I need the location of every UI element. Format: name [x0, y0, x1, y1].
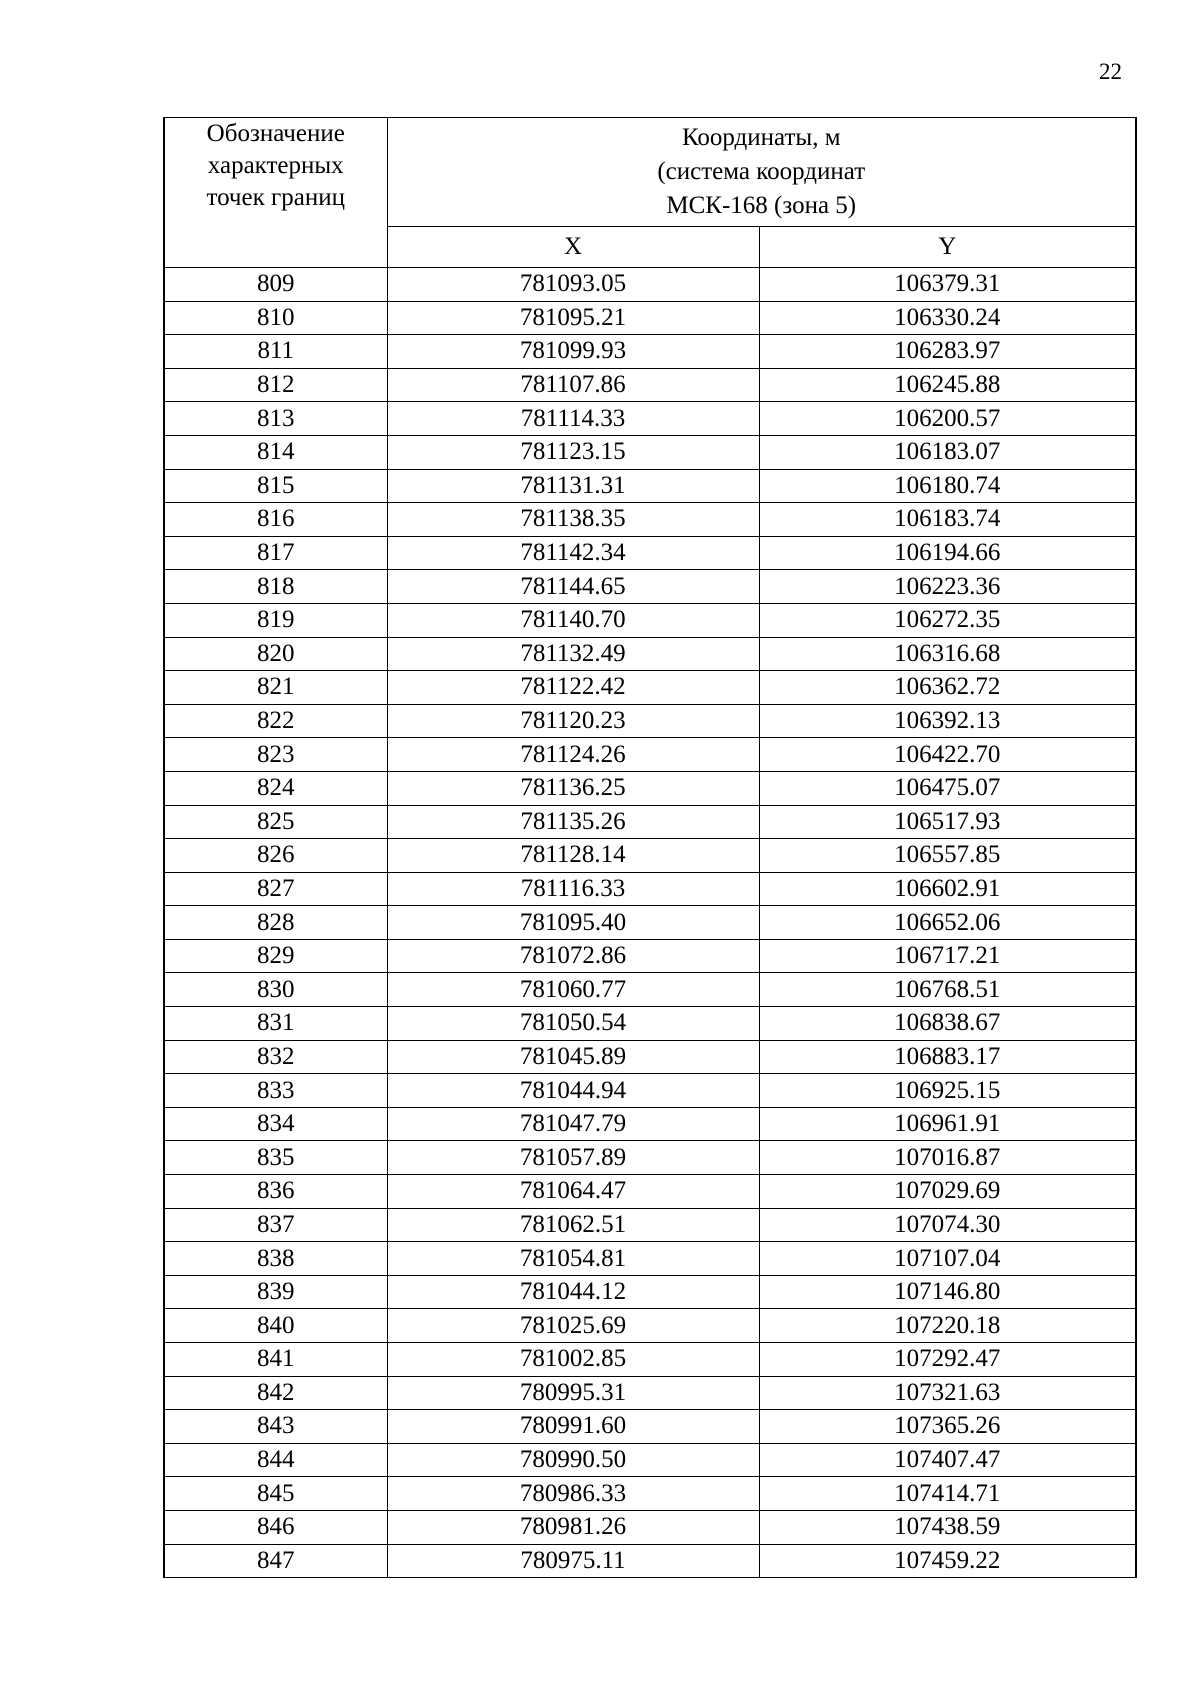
y-cell: 107321.63 — [759, 1376, 1136, 1410]
y-cell: 106925.15 — [759, 1074, 1136, 1108]
y-cell: 106422.70 — [759, 738, 1136, 772]
header-coords-line-1: Координаты, м — [681, 124, 841, 151]
x-cell: 781044.94 — [387, 1074, 759, 1108]
x-cell: 780991.60 — [387, 1410, 759, 1444]
x-cell: 781045.89 — [387, 1040, 759, 1074]
x-cell: 781128.14 — [387, 839, 759, 873]
point-cell: 842 — [164, 1376, 387, 1410]
y-cell: 106200.57 — [759, 402, 1136, 436]
point-cell: 829 — [164, 939, 387, 973]
table-row — [164, 335, 1136, 369]
y-cell: 106245.88 — [759, 368, 1136, 402]
x-cell: 781044.12 — [387, 1275, 759, 1309]
point-cell: 828 — [164, 906, 387, 940]
table-row — [164, 368, 1136, 402]
y-cell: 106194.66 — [759, 536, 1136, 570]
table-row — [164, 1107, 1136, 1141]
header-point-designation — [164, 118, 387, 268]
table-header — [164, 118, 1136, 268]
table-row — [164, 1141, 1136, 1175]
point-cell: 823 — [164, 738, 387, 772]
point-cell: 827 — [164, 872, 387, 906]
header-row-1 — [164, 118, 1136, 227]
point-cell: 809 — [164, 268, 387, 302]
point-cell: 847 — [164, 1544, 387, 1578]
y-cell: 107107.04 — [759, 1242, 1136, 1276]
y-cell: 106183.74 — [759, 503, 1136, 537]
point-cell: 845 — [164, 1477, 387, 1511]
point-cell: 832 — [164, 1040, 387, 1074]
point-cell: 822 — [164, 704, 387, 738]
x-cell: 781116.33 — [387, 872, 759, 906]
x-cell: 781002.85 — [387, 1343, 759, 1377]
y-cell: 106392.13 — [759, 704, 1136, 738]
y-cell: 107016.87 — [759, 1141, 1136, 1175]
table-row — [164, 671, 1136, 705]
point-cell: 812 — [164, 368, 387, 402]
header-coords-line-2: (система координат — [657, 158, 866, 185]
point-cell: 814 — [164, 435, 387, 469]
x-cell: 780981.26 — [387, 1510, 759, 1544]
x-cell: 781047.79 — [387, 1107, 759, 1141]
point-cell: 817 — [164, 536, 387, 570]
y-cell: 107459.22 — [759, 1544, 1136, 1578]
table-row — [164, 1275, 1136, 1309]
y-cell: 107220.18 — [759, 1309, 1136, 1343]
point-cell: 839 — [164, 1275, 387, 1309]
table-row — [164, 570, 1136, 604]
point-cell: 843 — [164, 1410, 387, 1444]
x-cell: 781140.70 — [387, 603, 759, 637]
y-cell: 106272.35 — [759, 603, 1136, 637]
x-cell: 781136.25 — [387, 771, 759, 805]
point-cell: 811 — [164, 335, 387, 369]
y-cell: 106379.31 — [759, 268, 1136, 302]
x-cell: 781054.81 — [387, 1242, 759, 1276]
table-row — [164, 1443, 1136, 1477]
y-cell: 106223.36 — [759, 570, 1136, 604]
table-row — [164, 435, 1136, 469]
table-row — [164, 839, 1136, 873]
x-cell: 781062.51 — [387, 1208, 759, 1242]
table-row — [164, 939, 1136, 973]
y-cell: 106838.67 — [759, 1007, 1136, 1041]
y-cell: 107292.47 — [759, 1343, 1136, 1377]
table-row — [164, 603, 1136, 637]
table-row — [164, 1208, 1136, 1242]
header-point-line-3: точек границ — [206, 184, 345, 211]
y-cell: 106652.06 — [759, 906, 1136, 940]
table-row — [164, 402, 1136, 436]
table-row — [164, 1309, 1136, 1343]
y-cell: 107438.59 — [759, 1510, 1136, 1544]
header-x: X — [387, 227, 759, 268]
point-cell: 840 — [164, 1309, 387, 1343]
y-cell: 106283.97 — [759, 335, 1136, 369]
y-cell: 107414.71 — [759, 1477, 1136, 1511]
point-cell: 838 — [164, 1242, 387, 1276]
x-cell: 780990.50 — [387, 1443, 759, 1477]
table-row — [164, 637, 1136, 671]
x-cell: 781138.35 — [387, 503, 759, 537]
x-cell: 781093.05 — [387, 268, 759, 302]
x-cell: 781114.33 — [387, 402, 759, 436]
header-y: Y — [759, 227, 1136, 268]
point-cell: 816 — [164, 503, 387, 537]
point-cell: 825 — [164, 805, 387, 839]
y-cell: 106362.72 — [759, 671, 1136, 705]
table-row — [164, 704, 1136, 738]
table-row — [164, 1510, 1136, 1544]
table-row — [164, 301, 1136, 335]
y-cell: 107407.47 — [759, 1443, 1136, 1477]
table-row — [164, 1477, 1136, 1511]
page-number: 22 — [1099, 59, 1122, 84]
x-cell: 781060.77 — [387, 973, 759, 1007]
point-cell: 826 — [164, 839, 387, 873]
table-row — [164, 469, 1136, 503]
table-row — [164, 536, 1136, 570]
point-cell: 835 — [164, 1141, 387, 1175]
point-cell: 815 — [164, 469, 387, 503]
x-cell: 780975.11 — [387, 1544, 759, 1578]
x-cell: 780995.31 — [387, 1376, 759, 1410]
x-cell: 781132.49 — [387, 637, 759, 671]
x-cell: 780986.33 — [387, 1477, 759, 1511]
table-row — [164, 1175, 1136, 1209]
table-body — [164, 268, 1136, 1578]
table-row — [164, 268, 1136, 302]
y-cell: 107146.80 — [759, 1275, 1136, 1309]
point-cell: 831 — [164, 1007, 387, 1041]
y-cell: 106475.07 — [759, 771, 1136, 805]
y-cell: 107365.26 — [759, 1410, 1136, 1444]
header-point-line-1: Обозначение — [206, 120, 345, 147]
point-cell: 821 — [164, 671, 387, 705]
header-coords-line-3: МСК-168 (зона 5) — [666, 192, 857, 219]
x-cell: 781124.26 — [387, 738, 759, 772]
x-cell: 781131.31 — [387, 469, 759, 503]
table-row — [164, 1007, 1136, 1041]
y-cell: 106330.24 — [759, 301, 1136, 335]
table-row — [164, 1242, 1136, 1276]
x-cell: 781099.93 — [387, 335, 759, 369]
x-cell: 781050.54 — [387, 1007, 759, 1041]
y-cell: 106557.85 — [759, 839, 1136, 873]
y-cell: 107029.69 — [759, 1175, 1136, 1209]
point-cell: 818 — [164, 570, 387, 604]
x-cell: 781072.86 — [387, 939, 759, 973]
point-cell: 836 — [164, 1175, 387, 1209]
table-row — [164, 1544, 1136, 1578]
y-cell: 107074.30 — [759, 1208, 1136, 1242]
x-cell: 781123.15 — [387, 435, 759, 469]
y-cell: 106883.17 — [759, 1040, 1136, 1074]
point-cell: 841 — [164, 1343, 387, 1377]
x-cell: 781095.21 — [387, 301, 759, 335]
x-cell: 781120.23 — [387, 704, 759, 738]
point-cell: 834 — [164, 1107, 387, 1141]
table-row — [164, 872, 1136, 906]
x-cell: 781142.34 — [387, 536, 759, 570]
point-cell: 810 — [164, 301, 387, 335]
point-cell: 844 — [164, 1443, 387, 1477]
x-cell: 781135.26 — [387, 805, 759, 839]
y-cell: 106316.68 — [759, 637, 1136, 671]
table-row — [164, 1074, 1136, 1108]
table-row — [164, 805, 1136, 839]
y-cell: 106180.74 — [759, 469, 1136, 503]
x-cell: 781107.86 — [387, 368, 759, 402]
table-row — [164, 1410, 1136, 1444]
point-cell: 846 — [164, 1510, 387, 1544]
point-cell: 819 — [164, 603, 387, 637]
point-cell: 820 — [164, 637, 387, 671]
x-cell: 781064.47 — [387, 1175, 759, 1209]
y-cell: 106961.91 — [759, 1107, 1136, 1141]
y-cell: 106768.51 — [759, 973, 1136, 1007]
y-cell: 106602.91 — [759, 872, 1136, 906]
table-row — [164, 1376, 1136, 1410]
x-cell: 781057.89 — [387, 1141, 759, 1175]
point-cell: 824 — [164, 771, 387, 805]
point-cell: 837 — [164, 1208, 387, 1242]
table-row — [164, 771, 1136, 805]
y-cell: 106517.93 — [759, 805, 1136, 839]
table-row — [164, 1040, 1136, 1074]
table-row — [164, 503, 1136, 537]
y-cell: 106717.21 — [759, 939, 1136, 973]
table-row — [164, 906, 1136, 940]
x-cell: 781025.69 — [387, 1309, 759, 1343]
x-cell: 781095.40 — [387, 906, 759, 940]
x-cell: 781144.65 — [387, 570, 759, 604]
point-cell: 830 — [164, 973, 387, 1007]
header-coordinates — [387, 118, 1136, 227]
header-point-line-2: характерных — [207, 152, 344, 179]
point-cell: 813 — [164, 402, 387, 436]
table-row — [164, 1343, 1136, 1377]
table-row — [164, 738, 1136, 772]
x-cell: 781122.42 — [387, 671, 759, 705]
y-cell: 106183.07 — [759, 435, 1136, 469]
table-row — [164, 973, 1136, 1007]
coordinates-table — [163, 117, 1137, 1578]
point-cell: 833 — [164, 1074, 387, 1108]
